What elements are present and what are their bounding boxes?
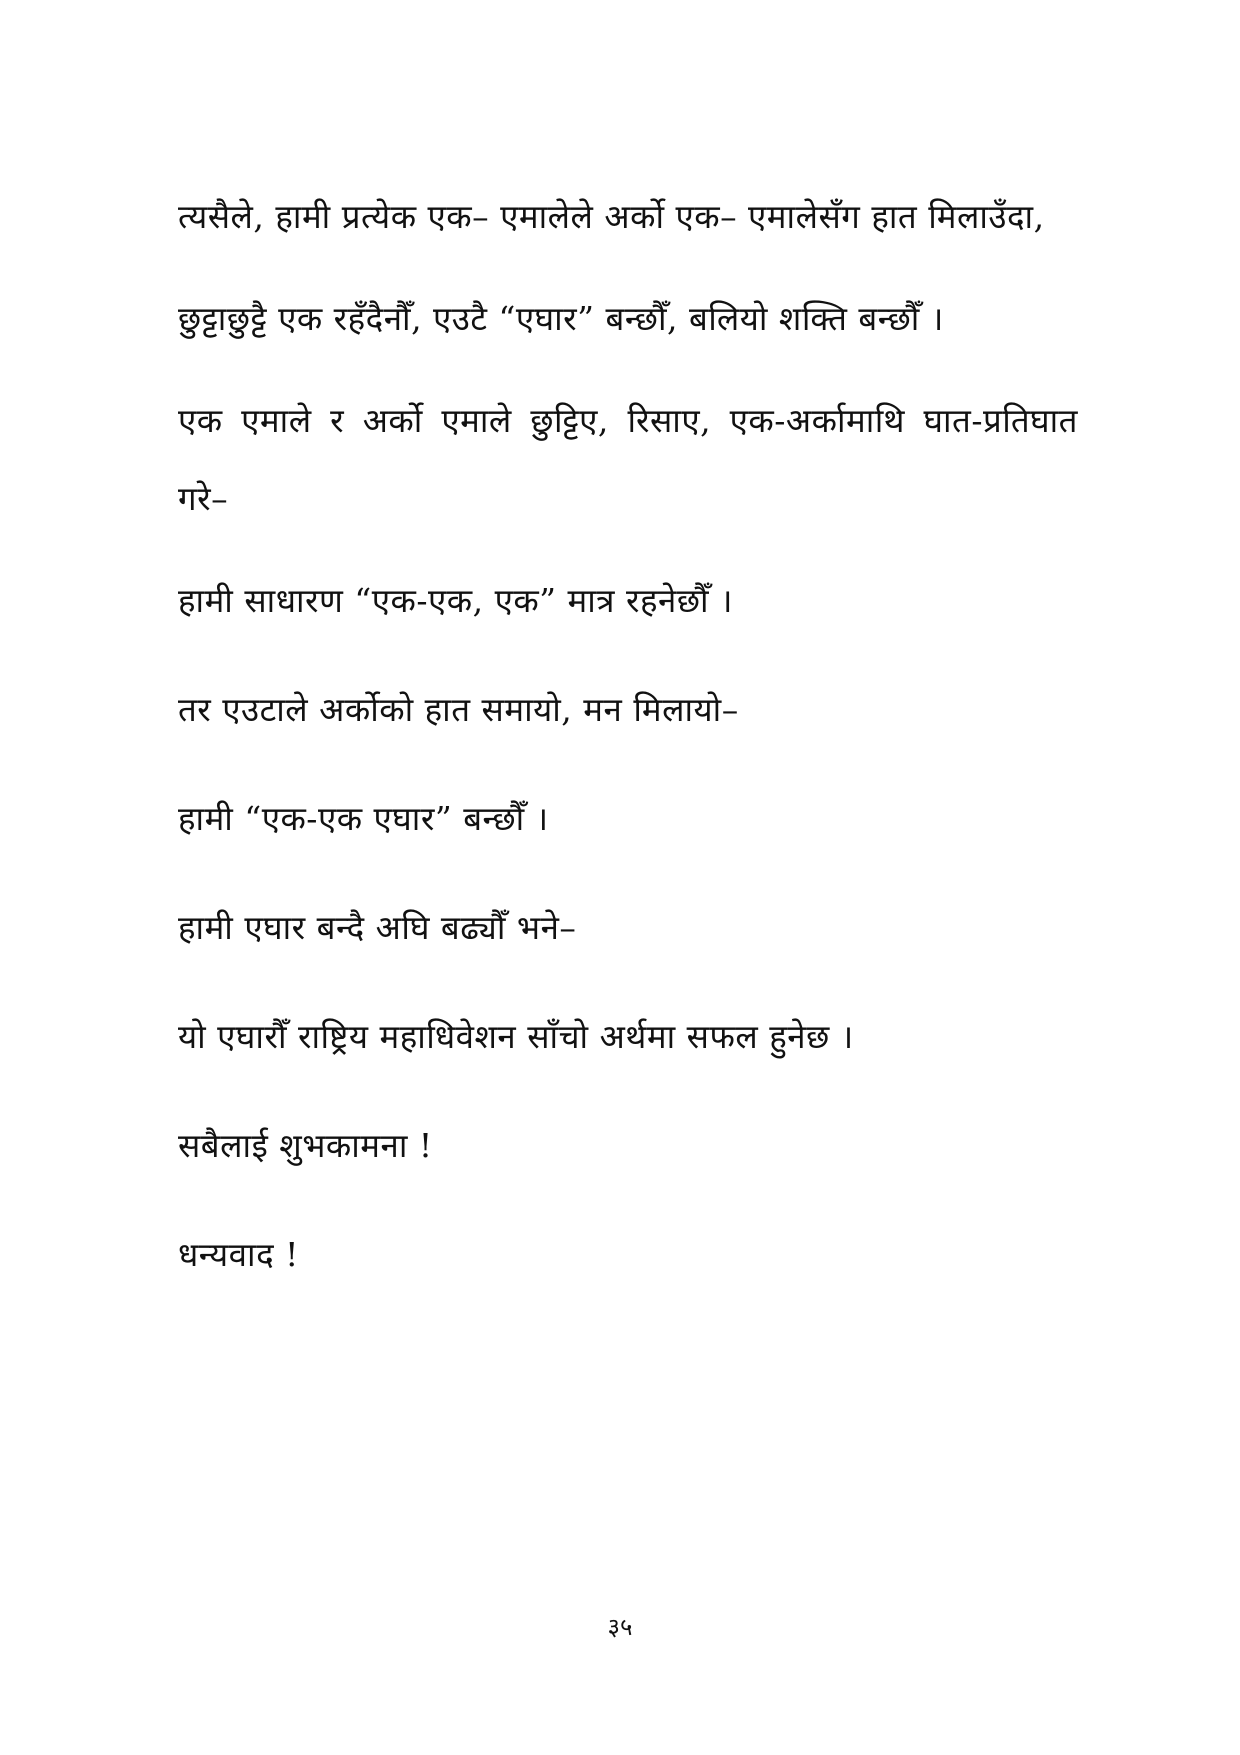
paragraph-6: हामी “एक-एक एघार” बन्छौँ । <box>178 799 549 838</box>
paragraph-2: छुट्टाछुट्टै एक रहँदैनौँ, एउटै “एघार” बन्छौँ, बलियो शक्ति बन्छौँ । <box>178 299 944 338</box>
paragraph-4: हामी साधारण “एक-एक, एक” मात्र रहनेछौँ । <box>178 581 734 620</box>
paragraph-3: एक एमाले र अर्को एमाले छुट्टिए, रिसाए, एक-अर्कामाथि घात-प्रतिघात गरे– <box>178 401 1078 518</box>
paragraph-5: तर एउटाले अर्कोको हात समायो, मन मिलायो– <box>178 690 739 729</box>
page-number: ३५ <box>607 1613 633 1641</box>
paragraph-7: हामी एघार बन्दै अघि बढ्यौँ भने– <box>178 908 577 947</box>
paragraph-8: यो एघारौँ राष्ट्रिय महाधिवेशन साँचो अर्थमा सफल हुनेछ । <box>178 1017 854 1056</box>
body-text <box>178 178 1078 1325</box>
paragraph-9: सबैलाई शुभकामना ! <box>178 1126 433 1165</box>
paragraph-10: धन्यवाद ! <box>178 1235 299 1274</box>
paragraph-1: त्यसैले, हामी प्रत्येक एक– एमालेले अर्को एक– एमालेसँग हात मिलाउँदा, <box>178 197 1045 236</box>
